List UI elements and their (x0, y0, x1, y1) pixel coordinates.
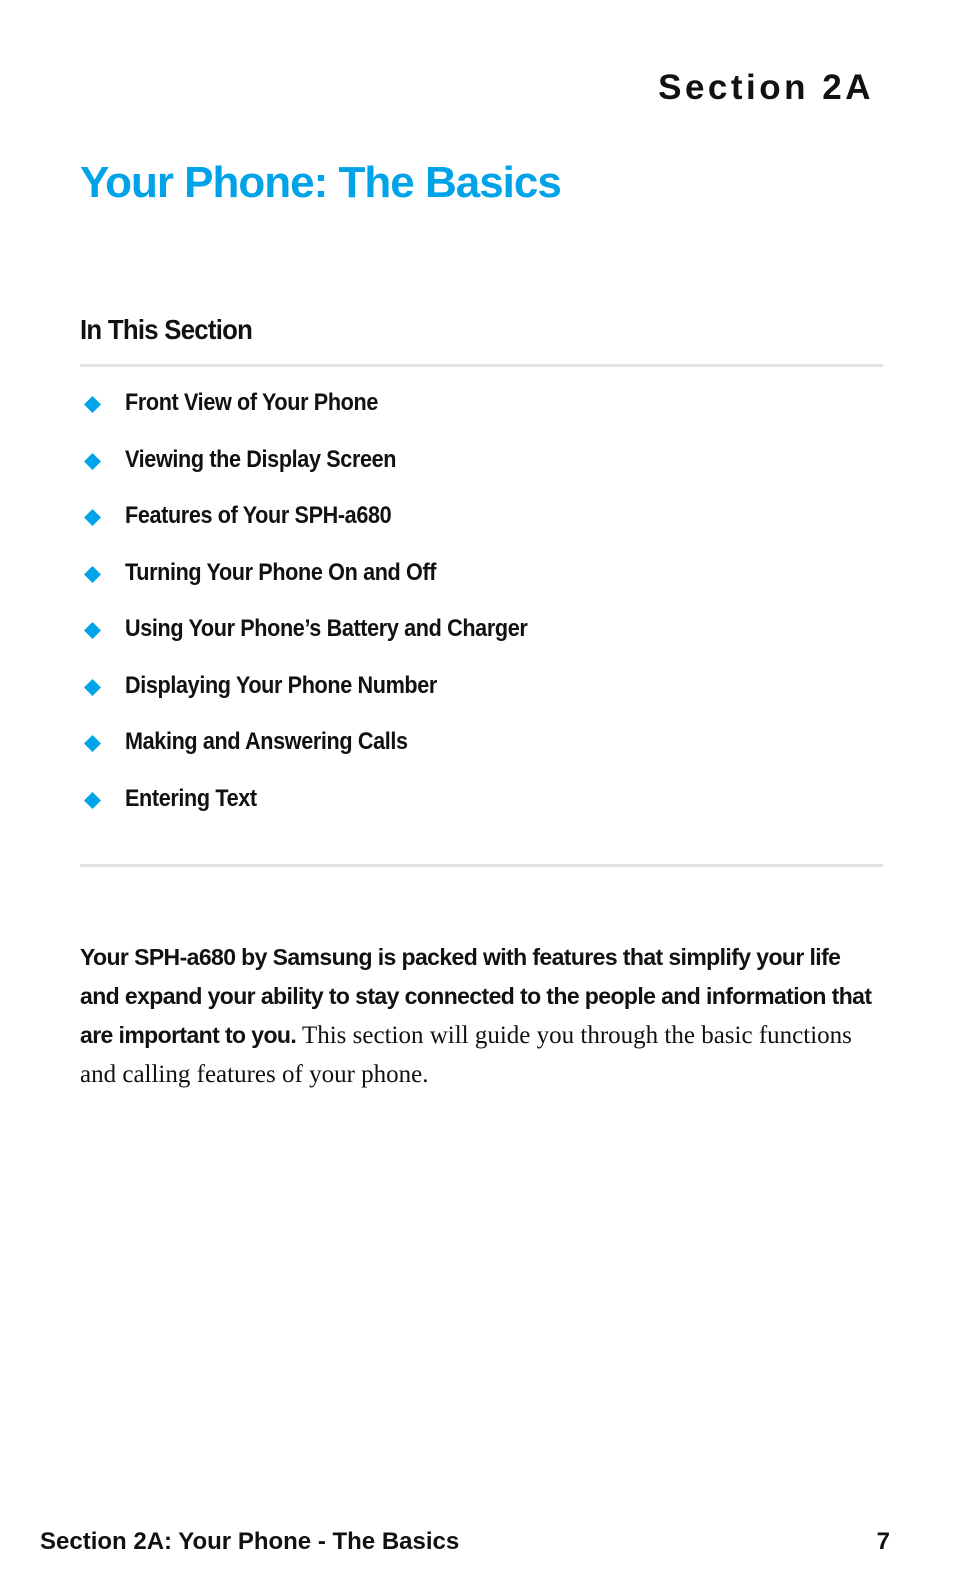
intro-bold-text: Your SPH-a680 by Samsung is packed with features that simplify your life and expand your ability to stay connected to the people and information that are important to you. (80, 944, 872, 1048)
diamond-bullet-icon (84, 396, 101, 413)
list-item-label: Features of Your SPH-a680 (125, 502, 392, 529)
diamond-bullet-icon (84, 453, 101, 470)
diamond-bullet-icon (84, 509, 101, 526)
list-item-label: Turning Your Phone On and Off (125, 558, 437, 586)
list-item-label: Viewing the Display Screen (125, 445, 397, 473)
list-item[interactable] (80, 784, 880, 841)
diamond-bullet-icon (84, 792, 101, 809)
list-item[interactable] (80, 445, 880, 502)
in-this-section-heading: In This Section (80, 314, 253, 345)
list-item[interactable] (80, 501, 880, 558)
page-title: Your Phone: The Basics (80, 158, 561, 207)
list-item[interactable] (80, 558, 880, 615)
section-divider-bottom (80, 864, 883, 867)
diamond-bullet-icon (84, 679, 101, 696)
list-item[interactable] (80, 388, 880, 445)
list-item-label: Front View of Your Phone (125, 389, 378, 416)
diamond-bullet-icon (84, 566, 101, 583)
diamond-bullet-icon (84, 735, 101, 752)
list-item-label: Making and Answering Calls (125, 728, 408, 755)
section-topic-list (80, 388, 880, 840)
list-item-label: Using Your Phone’s Battery and Charger (125, 615, 528, 642)
list-item-label: Displaying Your Phone Number (125, 671, 437, 699)
footer-section-title: Section 2A: Your Phone - The Basics (40, 1528, 460, 1555)
section-label: Section 2A (658, 68, 874, 107)
list-item[interactable] (80, 614, 880, 671)
intro-regular-text: This section will guide you through the basic functions and calling features of your phone. (80, 1022, 852, 1088)
intro-paragraph (80, 938, 880, 1094)
list-item[interactable] (80, 671, 880, 728)
list-item-label: Entering Text (125, 784, 257, 812)
list-item[interactable] (80, 727, 880, 784)
section-divider-top (80, 364, 883, 367)
diamond-bullet-icon (84, 622, 101, 639)
page-number: 7 (876, 1528, 890, 1555)
